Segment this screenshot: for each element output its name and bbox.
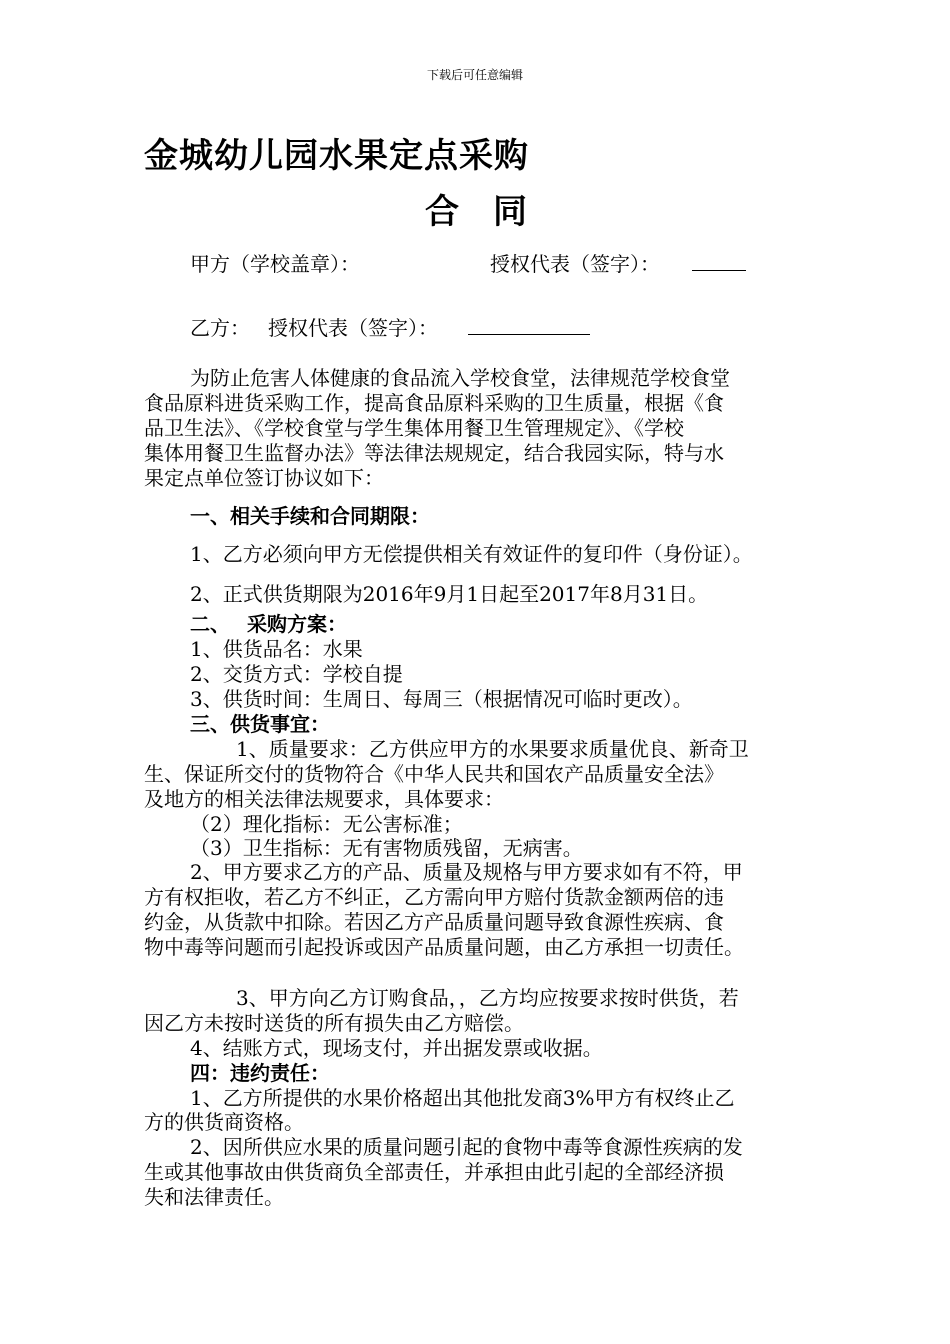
section-item: 2、交货方式：学校自提: [190, 662, 403, 686]
section-heading: 一、相关手续和合同期限：: [190, 504, 430, 528]
section-line: （3）卫生指标：无有害物质残留，无病害。: [190, 836, 583, 860]
document-subtitle: 合 同: [425, 192, 527, 232]
section-line: 及地方的相关法律法规要求，具体要求：: [144, 787, 504, 811]
section-line: 1、乙方所提供的水果价格超出其他批发商3%甲方有权终止乙: [190, 1086, 735, 1110]
intro-line: 果定点单位签订协议如下：: [144, 466, 384, 490]
party-b-label: 乙方：: [190, 316, 250, 340]
document-title: 金城幼儿园水果定点采购: [144, 136, 529, 176]
section-line: 生、保证所交付的货物符合《中华人民共和国农产品质量安全法》: [144, 762, 724, 786]
section-heading: 三、供货事宜：: [190, 712, 330, 736]
section-line: 失和法律责任。: [144, 1185, 284, 1209]
section-item: 2、正式供货期限为2016年9月1日起至2017年8月31日。: [190, 582, 709, 606]
section-line: 物中毒等问题而引起投诉或因产品质量问题，由乙方承担一切责任。: [144, 935, 744, 959]
section-line: 约金，从货款中扣除。若因乙方产品质量问题导致食源性疾病、食: [144, 910, 724, 934]
section-line: 3、甲方向乙方订购食品，，乙方均应按要求按时供货，若: [236, 986, 739, 1010]
section-line: 1、质量要求：乙方供应甲方的水果要求质量优良、新奇卫: [236, 737, 749, 761]
section-item: 3、供货时间：生周日、每周三（根据情况可临时更改）。: [190, 687, 693, 711]
header-note: 下载后可任意编辑: [426, 68, 523, 82]
intro-line: 食品原料进货采购工作，提高食品原料采购的卫生质量，根据《食: [144, 391, 724, 415]
section-line: 方有权拒收，若乙方不纠正，乙方需向甲方赔付货款金额两倍的违: [144, 885, 724, 909]
intro-line: 集体用餐卫生监督办法》等法律法规规定，结合我园实际，特与水: [144, 441, 724, 465]
section-item: 1、乙方必须向甲方无偿提供相关有效证件的复印件（身份证）。: [190, 542, 753, 566]
section-line: 4、结账方式，现场支付，并出据发票或收据。: [190, 1036, 603, 1060]
section-line: 2、甲方要求乙方的产品、质量及规格与甲方要求如有不符，甲: [190, 860, 743, 884]
party-a-rep-label: 授权代表（签字）：: [490, 252, 660, 276]
section-line: （2）理化指标：无公害标准；: [190, 812, 463, 836]
party-b-rep-label: 授权代表（签字）：: [268, 316, 438, 340]
section-heading: 四：违约责任：: [190, 1061, 330, 1085]
party-b-signature-line: [468, 316, 590, 335]
section-line: 2、因所供应水果的质量问题引起的食物中毒等食源性疾病的发: [190, 1135, 743, 1159]
party-a-label: 甲方（学校盖章）：: [190, 252, 360, 276]
party-a-signature-line: [692, 252, 746, 271]
section-item: 1、供货品名：水果: [190, 637, 363, 661]
intro-line: 品卫生法》、《学校食堂与学生集体用餐卫生管理规定》、《学校: [144, 416, 684, 440]
section-line: 方的供货商资格。: [144, 1110, 304, 1134]
section-line: 因乙方未按时送货的所有损失由乙方赔偿。: [144, 1011, 524, 1035]
section-heading: 二、 采购方案：: [190, 612, 347, 636]
intro-line: 为防止危害人体健康的食品流入学校食堂，法律规范学校食堂: [190, 366, 730, 390]
section-line: 生或其他事故由供货商负全部责任，并承担由此引起的全部经济损: [144, 1160, 724, 1184]
